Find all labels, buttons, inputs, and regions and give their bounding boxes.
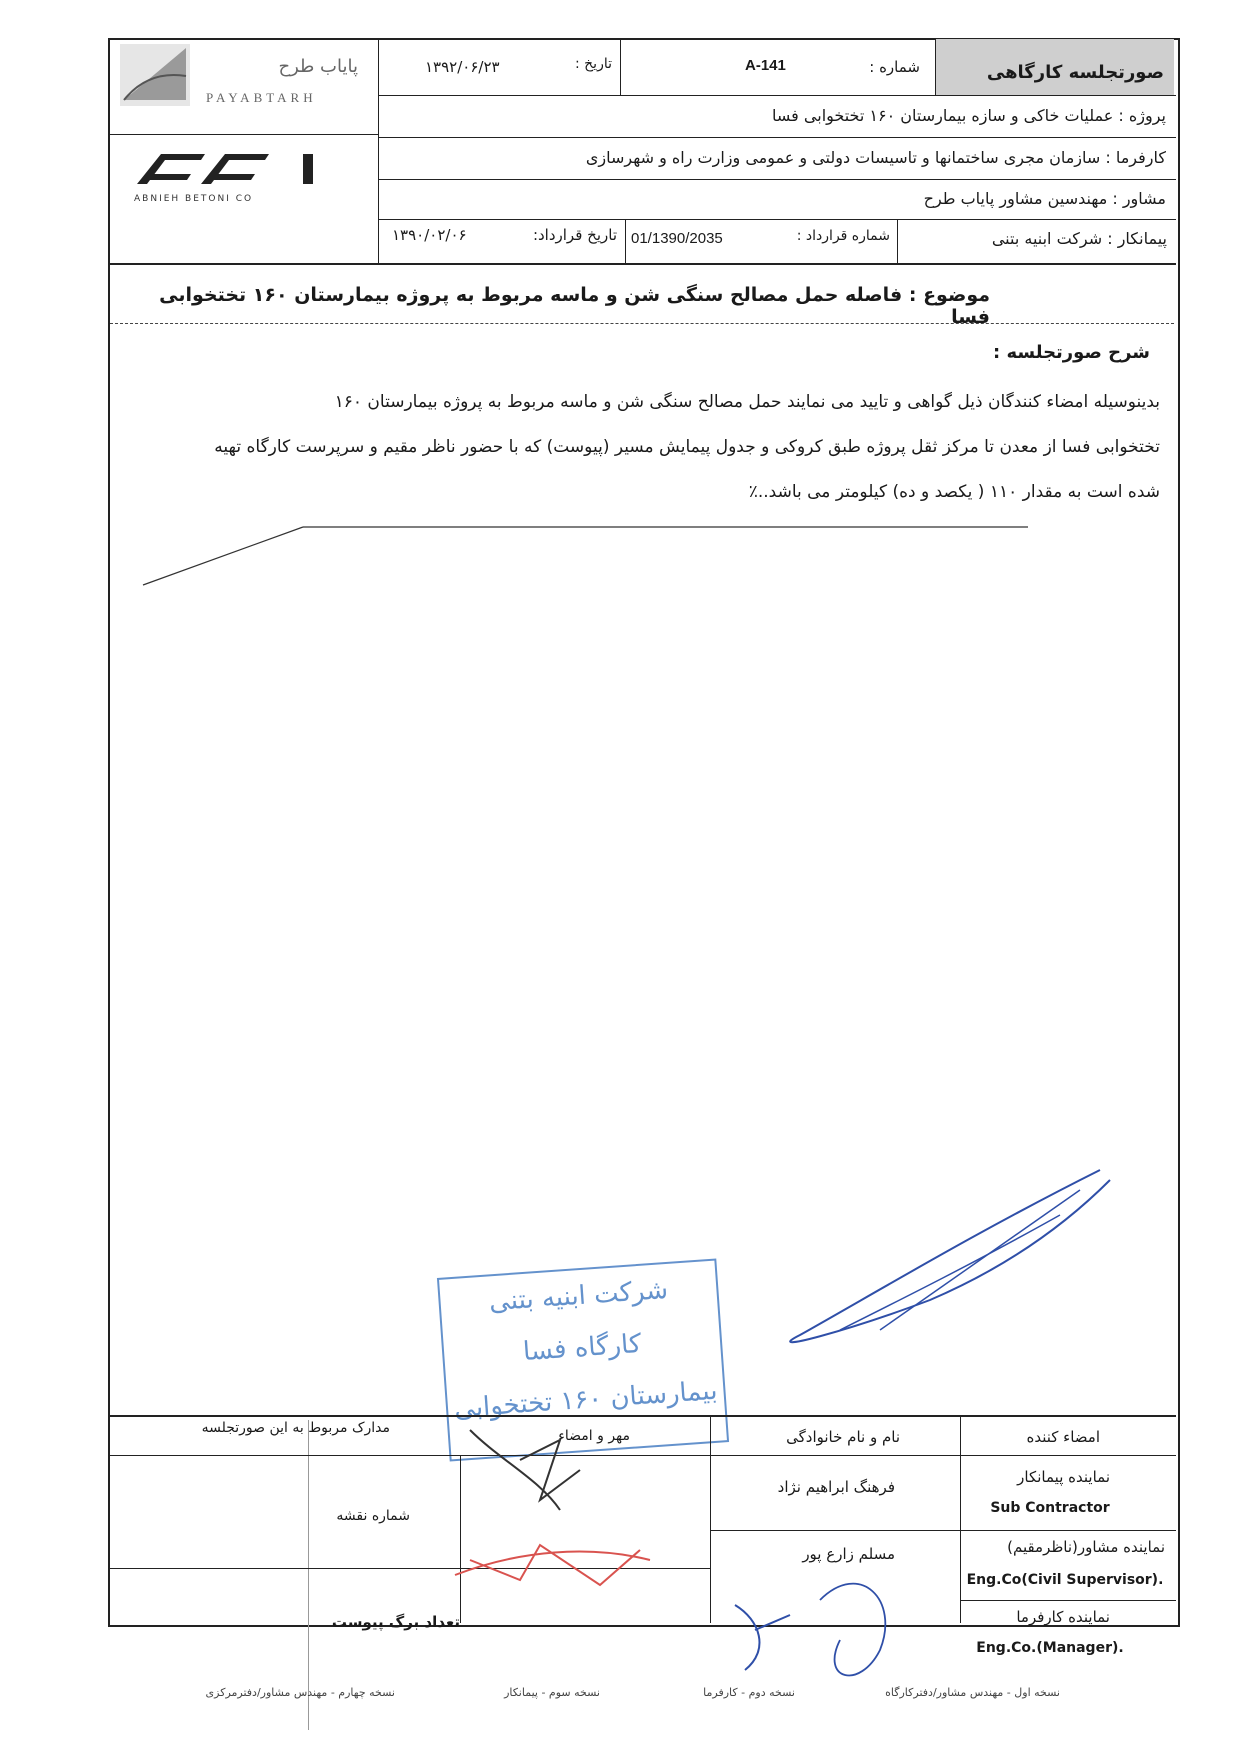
sig-col-divider [960,1415,961,1623]
doc-attachment-count: تعداد برگ پیوست [331,1613,460,1631]
payabtarh-logo-fa: پایاب طرح [278,56,358,77]
contract-no-value: 01/1390/2035 [631,230,723,247]
header-cell-divider [625,219,626,263]
header-logo-divider [378,38,379,263]
role-consultant-en: Eng.Co(Civil Supervisor). [966,1572,1164,1588]
contract-date-label: تاریخ قرارداد: [532,226,617,244]
abnieh-logo-en: ABNIEH BETONI CO [134,194,254,204]
sig-row-divider [710,1530,960,1531]
abnieh-logo-mark [135,150,325,186]
number-value: A-141 [745,57,786,74]
copy-3: نسخه سوم - پیمانکار [504,1686,600,1699]
payabtarh-logo-en: PAYABTARH [206,90,317,105]
consultant-line: مشاور : مهندسین مشاور پایاب طرح [923,189,1166,208]
header-divider [378,95,1176,96]
sig-col-divider [710,1415,711,1623]
doc-drawing-no: شماره نقشه [336,1508,410,1524]
date-value: ۱۳۹۲/۰۶/۲۳ [425,58,500,76]
scan-fold-line [308,1420,309,1730]
body-line-1: بدینوسیله امضاء کنندگان ذیل گواهی و تایید می نمایند حمل مصالح سنگی شن و ماسه مربوط به پروژه بیمارستان ۱۶۰ [334,392,1160,412]
sig-row-divider [960,1600,1176,1601]
sig-row-divider [960,1530,1176,1531]
col-seal-header: مهر و امضاء [558,1428,630,1444]
body-line-2: تختخوابی فسا از معدن تا مرکز ثقل پروژه طبق کروکی و جدول پیمایش مسیر (پیوست) که با حضور ناظر مقیم و سرپرست کارگاه تهیه [214,437,1160,457]
contractor-line: پیمانکار : شرکت ابنیه بتنی [991,229,1167,248]
role-consultant: نماینده مشاور(ناظرمقیم) [1007,1538,1165,1556]
role-employer: نماینده کارفرما [1016,1608,1110,1626]
copy-1: نسخه اول - مهندس مشاور/دفترکارگاه [885,1686,1060,1699]
abnieh-logo [130,150,360,210]
employer-line: کارفرما : سازمان مجری ساختمانها و تاسیسات دولتی و عمومی وزارت راه و شهرسازی [585,148,1166,167]
role-contractor-en: Sub Contractor [990,1500,1110,1516]
closing-strike-line [108,515,1176,635]
sig-table-top [108,1415,1176,1417]
stamp-line-1: شرکت ابنیه بتنی [488,1274,669,1318]
name-consultant: مسلم زارع پور [802,1545,895,1563]
col-name-header: نام و نام خانوادگی [786,1428,900,1446]
header-divider [378,137,1176,138]
copy-2: نسخه دوم - کارفرما [703,1686,795,1699]
name-contractor: فرهنگ ابراهیم نژاد [777,1478,895,1496]
date-label: تاریخ : [574,56,612,72]
role-contractor: نماینده پیمانکار [1017,1468,1110,1486]
header-divider [378,219,1176,220]
subject-line: موضوع : فاصله حمل مصالح سنگی شن و ماسه مربوط به پروژه بیمارستان ۱۶۰ تختخوابی فسا [159,284,990,328]
contract-no-label: شماره قرارداد : [796,228,890,244]
stamp-line-3: بیمارستان ۱۶۰ تختخوابی [453,1375,719,1425]
description-label: شرح صورتجلسه : [993,342,1150,363]
header-cell-divider [897,219,898,263]
header-cell-divider [620,38,621,95]
col-docs-header: مدارک مربوط به این صورتجلسه [201,1420,390,1436]
payabtarh-logo-mark [118,40,370,130]
contract-date-value: ۱۳۹۰/۰۲/۰۶ [392,226,467,244]
doc-type-title: صورتجلسه کارگاهی [986,62,1164,83]
sig-row-divider [108,1568,710,1569]
copy-4: نسخه چهارم - مهندس مشاور/دفترمرکزی [205,1686,395,1699]
stamp-line-2: کارگاه فسا [521,1328,643,1368]
header-divider [378,179,1176,180]
number-label: شماره : [869,58,920,76]
description-body [120,380,1160,515]
header-divider [108,134,378,135]
payabtarh-logo [118,40,370,130]
role-employer-en: Eng.Co.(Manager). [976,1640,1124,1656]
sig-col-divider [460,1455,461,1623]
header-bottom [108,263,1176,265]
col-signer-header: امضاء کننده [1026,1428,1100,1446]
sig-row-divider [108,1455,1176,1456]
project-line: پروژه : عملیات خاکی و سازه بیمارستان ۱۶۰ تختخوابی فسا [772,106,1166,125]
subject-separator [110,323,1174,324]
body-line-3: شده است به مقدار ۱۱۰ ( یکصد و ده) کیلومتر می باشد..٪ [748,482,1160,502]
